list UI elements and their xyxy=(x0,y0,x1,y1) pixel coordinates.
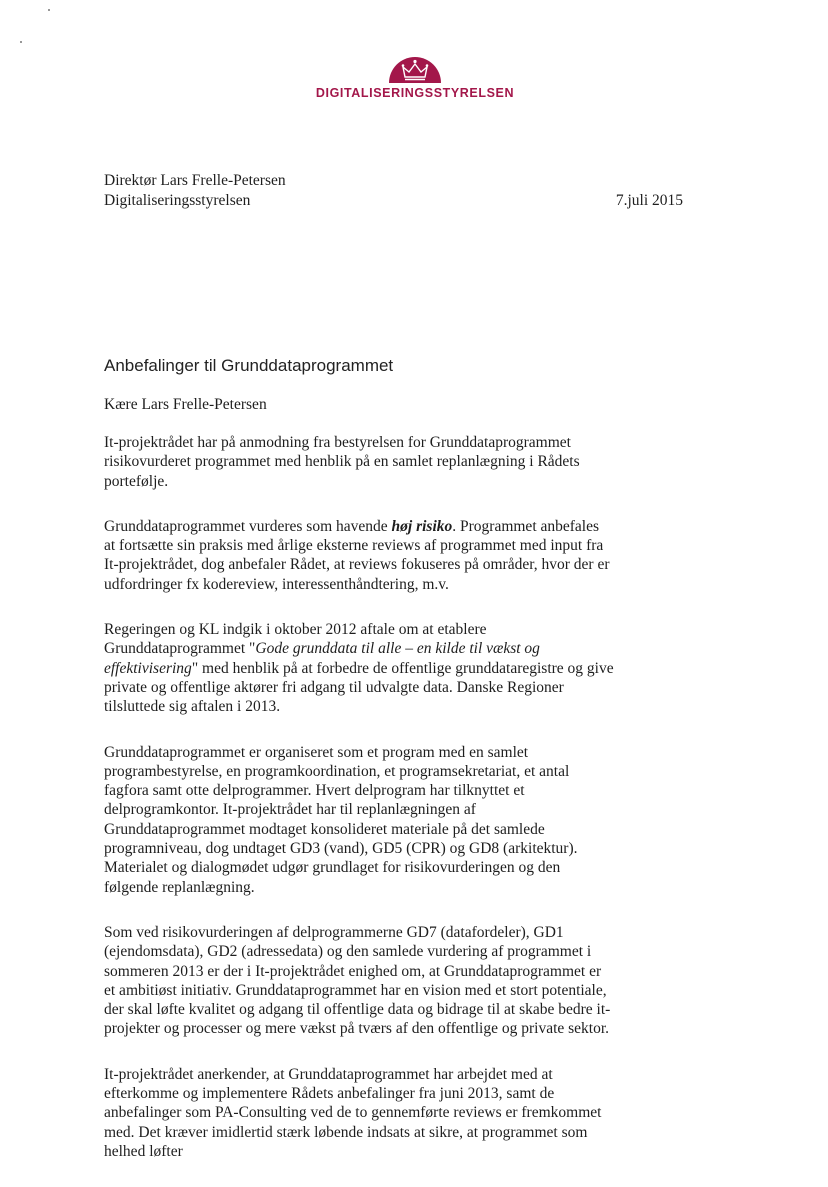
paragraph: Som ved risikovurderingen af delprogrammerne GD7 (datafordeler), GD1 (ejendomsdata), GD2 (adressedata) og den samlede vurdering af programmet i sommeren 2013 er der i It-projektrådet enighed om, at Grunddataprogrammet er et ambitiøst initiativ. Grunddataprogrammet har en vision med et stort potentiale, der skal løfte kvalitet og adgang til offentlige data og bidrage til at skabe bedre it-projekter og processer og mere vækst på tværs af den offentlige og private sektor. xyxy=(104,923,611,1038)
recipient-name: Direktør Lars Frelle-Petersen xyxy=(104,172,286,189)
text-run: Regeringen og KL indgik i oktober 2012 aftale om at etablere Grunddataprogrammet " xyxy=(104,621,487,658)
salutation: Kære Lars Frelle-Petersen xyxy=(104,396,267,413)
recipient-block xyxy=(104,171,286,211)
text-run: . Programmet anbefales at fortsætte sin praksis med årlige eksterne reviews af programmet med input fra It-projektrådet, dog anbefaler Rådet, at reviews fokuseres på områder, hvor der er udfordringer fx kodereview, interessenthåndtering, m.v. xyxy=(104,517,610,593)
scan-speck xyxy=(48,9,50,11)
program-title-emphasis: Gode grunddata til alle – en kilde til vækst og effektivisering xyxy=(104,640,540,677)
paragraph: It-projektrådet har på anmodning fra bestyrelsen for Grunddataprogrammet risikovurderet programmet med henblik på en samlet replanlægning i Rådets portefølje. xyxy=(104,434,580,490)
risk-level-emphasis: høj risiko xyxy=(391,517,453,535)
letter-date: 7.juli 2015 xyxy=(615,192,683,209)
text-run: " med henblik på at forbedre de offentlige grunddataregistre og give private og offentlige aktører fri adgang til udvalgte data. Danske Regioner tilsluttede sig aftalen i 2013. xyxy=(104,659,614,716)
letter-subject: Anbefalinger til Grunddataprogrammet xyxy=(104,356,394,375)
paragraph: Grunddataprogrammet er organiseret som et program med en samlet programbestyrelse, en programkoordination, et programsekretariat, et antal fagfora samt otte delprogrammer. Hvert delprogram har tilknyttet et delprogramkontor. It-projektrådet har til replanlægningen af Grunddataprogrammet modtaget konsolideret materiale på det samlede programniveau, dog undtaget GD3 (vand), GD5 (CPR) og GD8 (arkitektur). Materialet og dialogmødet udgør grundlaget for risikovurderingen og den følgende replanlægning. xyxy=(104,743,578,896)
agency-logo xyxy=(300,55,530,100)
scan-speck xyxy=(20,41,22,43)
recipient-organization: Digitaliseringsstyrelsen xyxy=(104,192,251,209)
paragraph: It-projektrådet anerkender, at Grunddataprogrammet har arbejdet med at efterkomme og implementere Rådets anbefalinger fra juni 2013, samt de anbefalinger som PA-Consulting ved de to gennemførte reviews er fremkommet med. Det kræver imidlertid stærk løbende indsats at sikre, at programmet som helhed løfter xyxy=(104,1065,602,1160)
agency-name: DIGITALISERINGSSTYRELSEN xyxy=(315,86,515,100)
letter-body xyxy=(104,433,614,1187)
paragraph xyxy=(104,620,614,716)
text-run: Grunddataprogrammet vurderes som havende xyxy=(104,517,392,535)
crown-icon xyxy=(388,55,442,83)
paragraph xyxy=(104,517,614,594)
